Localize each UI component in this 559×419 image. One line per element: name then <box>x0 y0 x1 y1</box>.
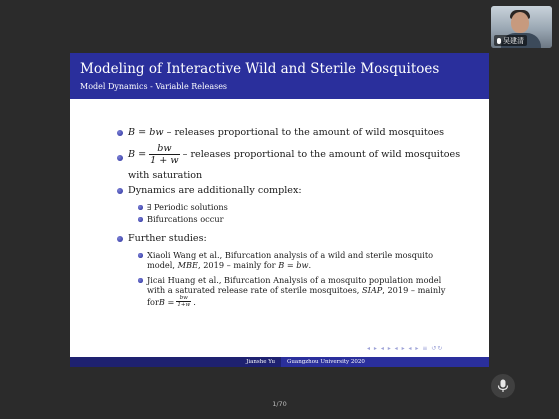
sub-bullet-marker <box>138 217 143 222</box>
beamer-navigation-symbols[interactable]: ◂ ▸ ◂ ▸ ◂ ▸ ◂ ▸ ≡ ↺↻ <box>367 345 444 352</box>
fraction-small: $\frac{bw}{1+w}$ <box>177 295 191 308</box>
participant-face <box>511 12 529 33</box>
slide-content <box>70 99 489 349</box>
sub-bullet-marker <box>138 205 143 210</box>
bullet-dynamics-complex: Dynamics are additionally complex: <box>128 185 302 196</box>
bullet-marker <box>117 155 123 161</box>
page-indicator: 1/70 <box>272 400 287 408</box>
mute-button[interactable] <box>491 374 515 398</box>
footer-affiliation: Guangzhou University 2020 <box>281 357 489 367</box>
sub-item-bifurcations: Bifurcations occur <box>147 214 224 224</box>
bullet-marker <box>117 188 123 194</box>
bullet-proportional-release: B = bw – releases proportional to the amount of wild mosquitoes <box>128 127 445 138</box>
participant-video-tile[interactable] <box>491 6 552 48</box>
fraction-bw-over-1-plus-w: $\frac{bw}{1 + w}$ <box>150 143 179 166</box>
presentation-slide <box>70 53 489 367</box>
participant-name-tag <box>494 35 527 46</box>
footer-author: Jianshe Yu <box>70 357 281 367</box>
bullet-marker <box>117 236 123 242</box>
participant-name: 吴建清 <box>503 36 524 45</box>
bullet-saturated-continuation: with saturation <box>128 170 203 181</box>
slide-header <box>70 53 489 99</box>
formula-b-equals-bw: B = bw <box>128 127 164 138</box>
sub-bullet-marker <box>138 278 143 283</box>
bullet-marker <box>117 130 123 136</box>
sub-item-periodic-solutions: ∃ Periodic solutions <box>147 202 228 212</box>
sub-bullet-marker <box>138 253 143 258</box>
bullet-saturated-release: B = $\frac{bw}{1 + w}$ – releases proportional to the amount of wild mosquitoes <box>128 143 461 166</box>
microphone-icon <box>497 38 501 44</box>
slide-subtitle: Model Dynamics - Variable Releases <box>80 82 228 91</box>
slide-title: Modeling of Interactive Wild and Sterile Mosquitoes <box>80 61 440 77</box>
microphone-icon <box>497 379 509 393</box>
slide-footer <box>70 357 489 367</box>
reference-wang: Xiaoli Wang et al., Bifurcation analysis of a wild and sterile mosquito model, MBE, 2019 – mainly for B = bw. <box>147 250 434 270</box>
reference-huang: Jicai Huang et al., Bifurcation Analysis of a mosquito population model with a saturated release rate of sterile mosquitoes, SIAP, 2019 – mainly for B = $\frac{bw}{1+w}$ . <box>147 275 446 308</box>
bullet-further-studies: Further studies: <box>128 233 207 244</box>
